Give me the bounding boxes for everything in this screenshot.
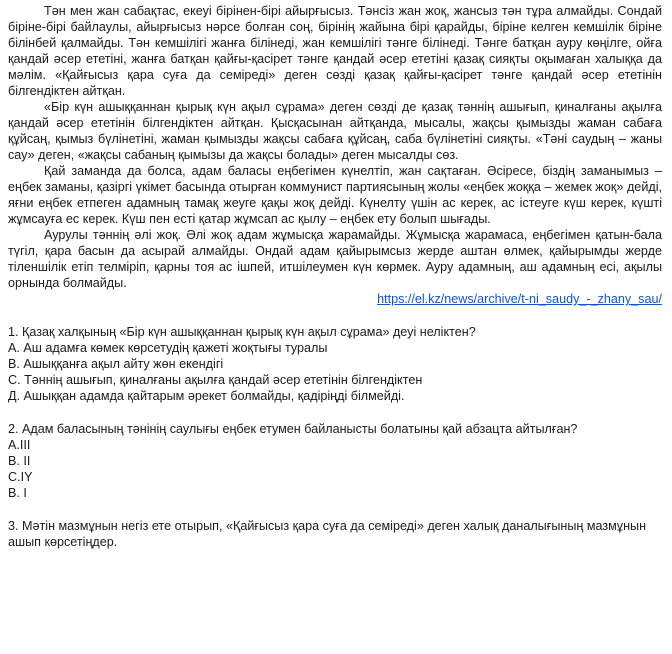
question-2-option-a: А.III (8, 438, 31, 452)
question-1-option-d: Д. Ашыққан адамда қайтарым әрекет болмайды, қадіріңді білмейді. (8, 389, 405, 403)
question-1-option-c: С. Тәннің ашығып, қиналғаны ақылға қандай әсер ететінін білгендіктен (8, 373, 423, 387)
question-2-option-b: В. II (8, 454, 31, 468)
question-3-prompt: 3. Мәтін мазмұнын негіз ете отырып, «Қайғысыз қара суға да семіреді» деген халық даналығының мазмұнын ашып көрсетіңдер. (8, 519, 647, 549)
body-paragraph-3: Қай заманда да болса, адам баласы еңбегімен күнелтіп, жан сақтаған. Әсіресе, біздің заманымыз – еңбек заманы, қазіргі үкімет басында отырған коммунист партиясының жолы «еңбек жоққа – жемек жоқ» дейді, яғни еңбек етпеген адамның тамақ жеуге қақы жоқ дейді. Күнелту үшін ас керек, ас істеуге күш керек, күшті жұмсауға ес керек. Күш пен есті қатар жұмсап ас қылу – еңбек ету болып шығады. (8, 164, 662, 226)
source-link[interactable]: https://el.kz/news/archive/t-ni_saudy_-_zhany_sau/ (377, 292, 662, 306)
question-2-option-d: В. I (8, 486, 27, 500)
body-paragraph-4: Аурулы тәннің әлі жоқ. Әлі жоқ адам жұмысқа жарамайды. Жұмысқа жарамаса, еңбегімен қатын-бала түгіл, қара басын да асырай алмайды. Ондай адам қайырымсыз жерде аштан өлмек, қайырымды жерде тіленшілік етіп телміріп, қарны тоя ас ішпей, итшілеумен күн көрмек. Ауру адамның, аш адамның есі, ақылы орнында болмайды. (8, 228, 662, 290)
question-1-prompt: 1. Қазақ халқының «Бір күн ашыққаннан қырық күн ақыл сұрама» деуі неліктен? (8, 325, 476, 339)
question-2-prompt: 2. Адам баласының тәнінің саулығы еңбек етумен байланысты болатыны қай абзацта айтылған? (8, 422, 578, 436)
question-block-3 (8, 518, 662, 550)
body-paragraph-2: «Бір күн ашыққаннан қырық күн ақыл сұрама» деген сөзді де қазақ тәннің ашығып, қиналғаны ақылға қандай әсер ететінін білгендіктен айтқан. Қысқасынан айтқанда, мысалы, жақсы қымызды жаман сабаға құйсаң, қымыз бүлінетіні, жаман қымызды жақсы сабаға құйсаң, саба бүлінетіні сияқты. «Тәні саудың – жаны сау» деген, «жақсы сабаның қымызы да жақсы болады» деген мысалды сөз. (8, 100, 662, 162)
body-paragraph-1: Тән мен жан сабақтас, екеуі бірінен-бірі айырғысыз. Тәнсіз жан жоқ, жансыз тән тұра алмайды. Сондай біріне-бірі байлаулы, айырғысыз нәрсе болған соң, бірінің жайына бірі қарайды, біріне келген кемшілік біріне білінбей қалмайды. Тән кемшілігі жанға білінеді, жан кемшілігі тәнге білінеді. Тәнге батқан ауру көңілге, ойға қандай әсер ететіні, жанға батқан қайғы-қасірет тәнге қандай әсер ететіні қазақ сияқты оқымаған халыққа да мәлім. «Қайғысыз қара суға да семіреді» деген сөзді қазақ қайғы-қасірет тәнге қандай әсер ететінін білгендіктен айтқан. (8, 4, 662, 98)
question-2-option-c: С.IY (8, 470, 33, 484)
question-1-option-b: В. Ашыққанға ақыл айту жөн екендігі (8, 357, 224, 371)
source-link-line (8, 291, 662, 307)
question-block-1 (8, 324, 662, 404)
question-1-option-a: А. Аш адамға көмек көрсетудің қажеті жоқтығы туралы (8, 341, 328, 355)
question-block-2 (8, 421, 662, 501)
